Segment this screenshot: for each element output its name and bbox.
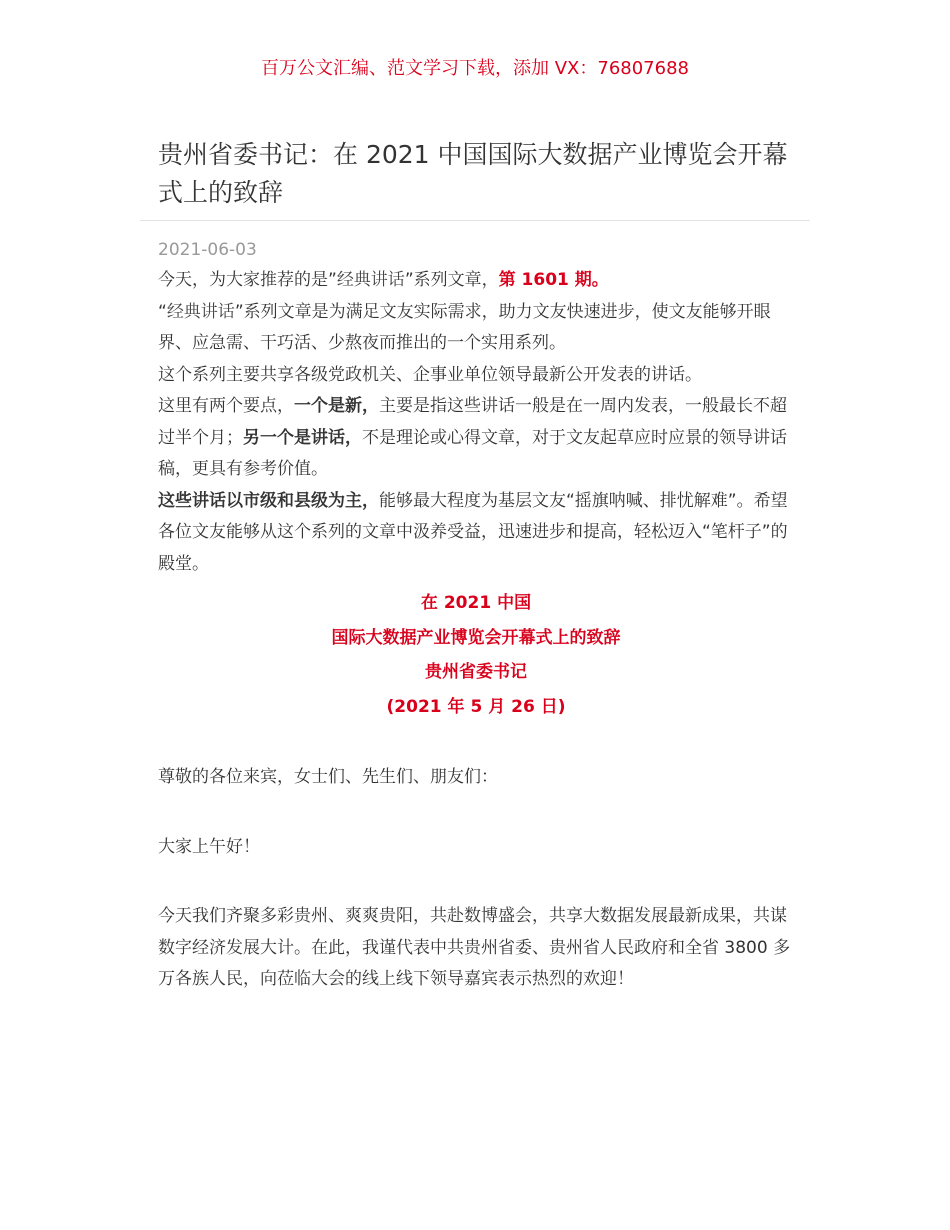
- article-title: 贵州省委书记：在 2021 中国国际大数据产业博览会开幕式上的致辞: [158, 140, 788, 207]
- speech-heading-line: 国际大数据产业博览会开幕式上的致辞: [331, 627, 621, 648]
- intro-paragraph-2: [158, 297, 794, 360]
- issue-number: 第 1601 期。: [498, 270, 609, 290]
- speech-speaker: 贵州省委书记: [425, 662, 527, 682]
- intro-paragraph-5: [158, 486, 794, 581]
- intro-paragraph-4: [158, 391, 794, 486]
- intro-paragraph-3: 这个系列主要共享各级党政机关、企事业单位领导最新公开发表的讲话。: [158, 364, 702, 385]
- intro-text: 能够最大程度为基层文友“摇旗呐喊、排忧解难”。希望各位文友能够从这个系列的文章中汲养受益，迅速进步和提高，轻松迈入“笔杆子”的殿堂。: [158, 490, 788, 574]
- intro-text: 这里有两个要点，: [158, 396, 294, 416]
- title-divider: [140, 220, 810, 221]
- speech-date: (2021 年 5 月 26 日): [386, 696, 566, 717]
- speech-header: [158, 586, 794, 724]
- speech-greeting: 大家上午好！: [158, 836, 260, 857]
- intro-paragraph-1: [158, 265, 794, 297]
- key-point-speech: 另一个是讲话，: [243, 427, 362, 448]
- speech-paragraph-1: 今天我们齐聚多彩贵州、爽爽贵阳，共赴数博盛会，共享大数据发展最新成果，共谋数字经济发展大计。在此，我谨代表中共贵州省委、贵州省人民政府和全省 3800 多万各族人民，向莅临大会的线上线下领导嘉宾表示热烈的欢迎！: [158, 906, 791, 989]
- article-body: [158, 265, 794, 996]
- intro-text: 主要是指这些讲话一般是在一周内发表，一般最长不超过半个月；: [158, 396, 787, 448]
- publish-date: 2021-06-03: [158, 240, 257, 260]
- key-point-new: 一个是新，: [294, 396, 379, 416]
- intro-text: 今天，为大家推荐的是”: [158, 270, 337, 290]
- intro-text: ”系列文章，: [404, 270, 499, 290]
- intro-text: ”系列文章是为满足文友实际需求，助力文友快速进步，使文友能够开眼界、应急需、干巧活、少熬夜而推出的一个实用系列。: [158, 301, 771, 353]
- intro-text: “: [158, 301, 167, 322]
- series-name: 经典讲话: [336, 270, 405, 290]
- key-point-level: 这些讲话以市级和县级为主，: [158, 490, 379, 511]
- speech-heading-line: 在 2021 中国: [420, 593, 532, 613]
- intro-text: 不是理论或心得文章，对于文友起草应时应景的领导讲话稿，更具有参考价值。: [158, 427, 787, 479]
- speech-salutation: 尊敬的各位来宾，女士们、先生们、朋友们：: [158, 767, 498, 787]
- promo-banner: 百万公文汇编、范文学习下载，添加 VX：76807688: [261, 58, 689, 79]
- series-name: 经典讲话: [166, 301, 235, 322]
